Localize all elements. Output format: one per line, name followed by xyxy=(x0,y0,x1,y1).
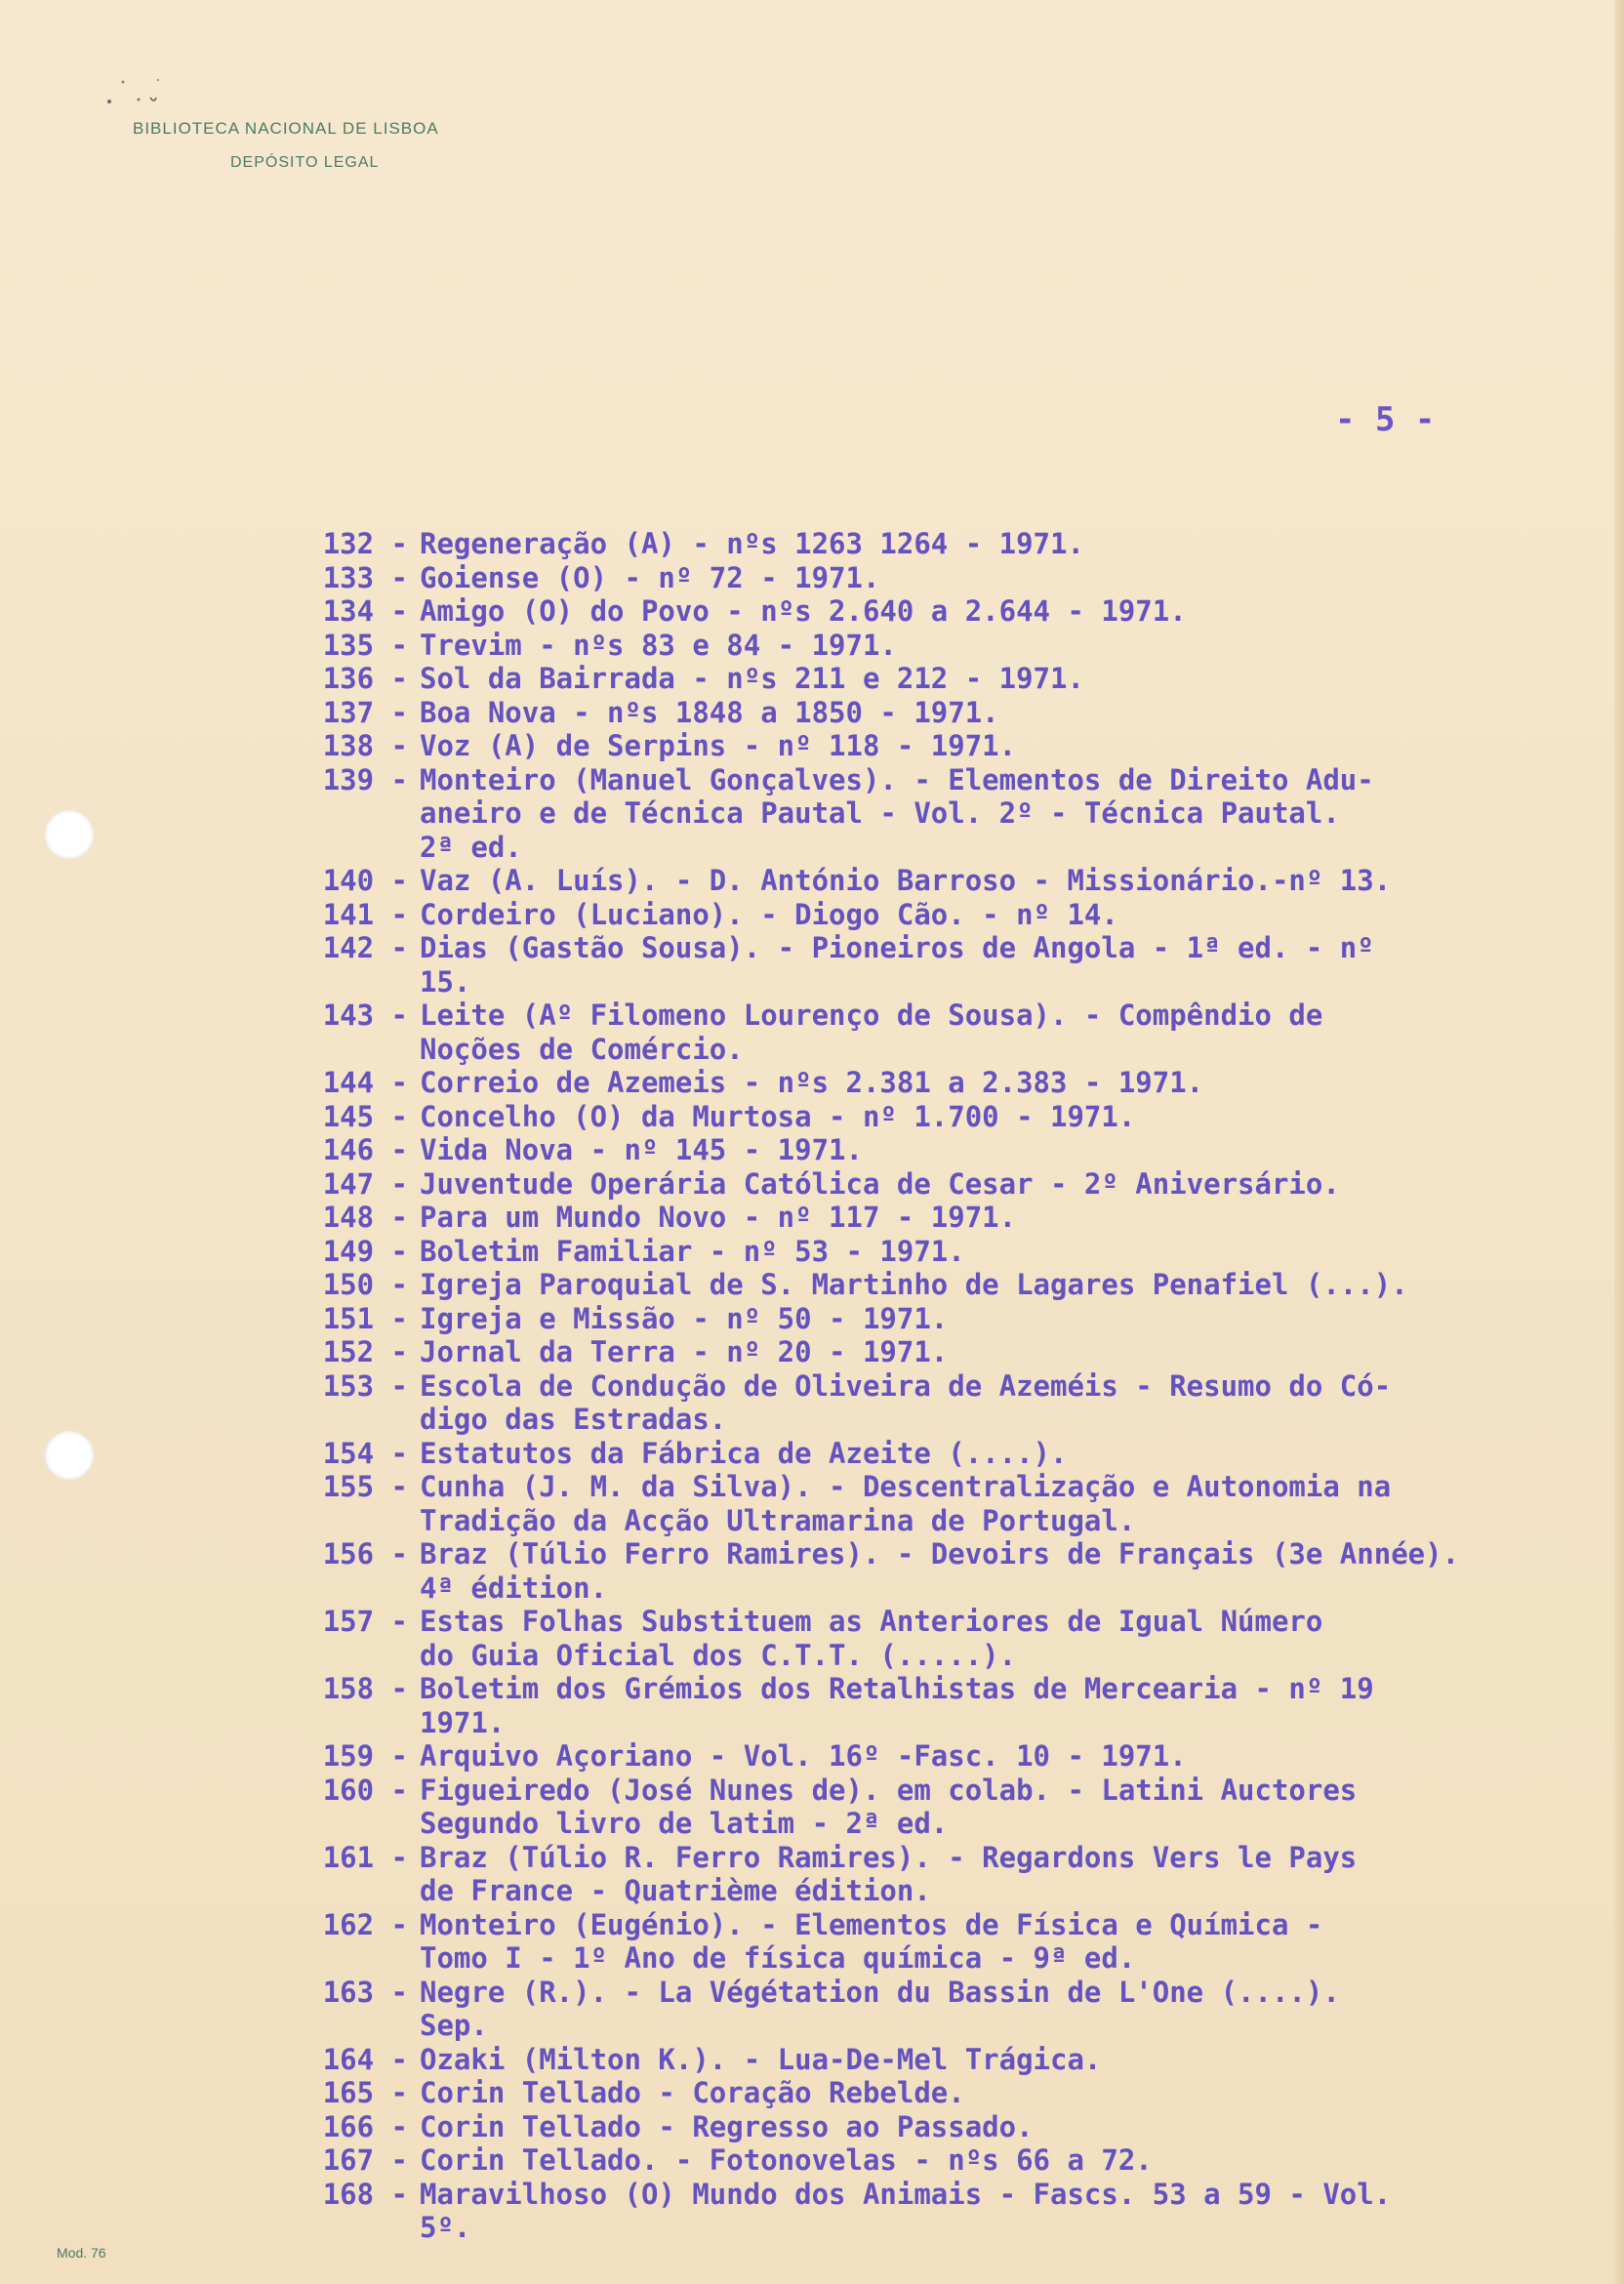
entry-text: Escola de Condução de Oliveira de Azeméis - Resumo do Có- xyxy=(420,1368,1392,1403)
entry-text: Dias (Gastão Sousa). - Pioneiros de Angola - 1ª ed. - nº xyxy=(420,931,1374,964)
entry-text: digo das Estradas. xyxy=(420,1403,727,1436)
sequence-number: 155 - xyxy=(322,1470,408,1503)
sequence-number: 134 - xyxy=(322,594,408,628)
entry-text: Amigo (O) do Povo - nºs 2.640 a 2.644 - 1971. xyxy=(420,594,1187,628)
sequence-number: 167 - xyxy=(322,2143,408,2177)
sequence-number: 137 - xyxy=(322,695,408,729)
sequence-number: 164 - xyxy=(322,2042,408,2076)
entry-text: Negre (R.). - La Végétation du Bassin de L'One (....). xyxy=(420,1975,1340,2009)
sequence-number: 158 - xyxy=(322,1672,408,1705)
sequence-number: 150 - xyxy=(322,1268,408,1301)
sequence-number: 143 - xyxy=(322,999,408,1032)
entry-text: Cordeiro (Luciano). - Diogo Cão. - nº 14. xyxy=(420,897,1118,931)
entry-text: Voz (A) de Serpins - nº 118 - 1971. xyxy=(420,729,1017,762)
sequence-number: 140 - xyxy=(322,864,408,897)
entry-text: Noções de Comércio. xyxy=(420,1032,744,1066)
entry-text: 15. xyxy=(420,964,471,999)
entry-text: Arquivo Açoriano - Vol. 16º -Fasc. 10 - 1971. xyxy=(420,1739,1187,1773)
entry-text: Vaz (A. Luís). - D. António Barroso - Missionário.-nº 13. xyxy=(420,864,1392,897)
sequence-number: 163 - xyxy=(322,1975,408,2009)
entry-text: Concelho (O) da Murtosa - nº 1.700 - 1971. xyxy=(420,1099,1136,1133)
entry-text: Corin Tellado - Coração Rebelde. xyxy=(420,2076,965,2109)
sequence-number: 168 - xyxy=(322,2177,408,2211)
entry-text: Boa Nova - nºs 1848 a 1850 - 1971. xyxy=(420,695,999,729)
entry-text: Igreja Paroquial de S. Martinho de Lagares Penafiel (...). xyxy=(420,1268,1408,1301)
entry-text: Trevim - nºs 83 e 84 - 1971. xyxy=(420,628,897,662)
sequence-number: 144 - xyxy=(322,1066,408,1099)
sequence-number: 141 - xyxy=(322,897,408,931)
entry-text: Estas Folhas Substituem as Anteriores de Igual Número xyxy=(420,1605,1323,1638)
entry-text: aneiro e de Técnica Pautal - Vol. 2º - Técnica Pautal. xyxy=(420,796,1340,830)
entry-text: Figueiredo (José Nunes de). em colab. - Latini Auctores xyxy=(420,1773,1358,1807)
sequence-number: 146 - xyxy=(322,1133,408,1166)
page-number: - 5 - xyxy=(1335,400,1436,439)
entry-text: Boletim dos Grémios dos Retalhistas de Mercearia - nº 19 xyxy=(420,1672,1374,1705)
entry-text: Regeneração (A) - nºs 1263 1264 - 1971. xyxy=(420,527,1084,560)
entry-text: Braz (Túlio R. Ferro Ramires). - Regardons Vers le Pays xyxy=(420,1840,1358,1874)
sequence-number: 136 - xyxy=(322,662,408,695)
entry-text: Para um Mundo Novo - nº 117 - 1971. xyxy=(420,1201,1017,1234)
entry-text: 1971. xyxy=(420,1705,506,1739)
sequence-number: 160 - xyxy=(322,1773,408,1807)
entry-text: Corin Tellado - Regresso ao Passado. xyxy=(420,2109,1034,2143)
entry-text: Igreja e Missão - nº 50 - 1971. xyxy=(420,1301,949,1335)
sequence-number: 142 - xyxy=(322,931,408,964)
entry-text: Maravilhoso (O) Mundo dos Animais - Fascs. 53 a 59 - Vol. xyxy=(420,2177,1392,2211)
sequence-number: 161 - xyxy=(322,1840,408,1874)
sequence-number: 159 - xyxy=(322,1739,408,1773)
deposit-label: DEPÓSITO LEGAL xyxy=(230,154,380,171)
entry-text: Boletim Familiar - nº 53 - 1971. xyxy=(420,1234,965,1268)
entry-text: Jornal da Terra - nº 20 - 1971. xyxy=(420,1335,949,1368)
sequence-number: 162 - xyxy=(322,1907,408,1941)
entry-text: Monteiro (Manuel Gonçalves). - Elementos de Direito Adu- xyxy=(420,762,1374,796)
entry-text: Vida Nova - nº 145 - 1971. xyxy=(420,1133,863,1166)
form-code: Mod. 76 xyxy=(57,2245,106,2261)
entry-text: Correio de Azemeis - nºs 2.381 a 2.383 - 1971. xyxy=(420,1066,1204,1099)
entry-text: Braz (Túlio Ferro Ramires). - Devoirs de Français (3e Année). xyxy=(420,1537,1460,1570)
sequence-number: 152 - xyxy=(322,1335,408,1368)
entry-text: 2ª ed. xyxy=(420,830,522,864)
entry-text: Goiense (O) - nº 72 - 1971. xyxy=(420,560,880,594)
entry-text: Corin Tellado. - Fotonovelas - nºs 66 a 72. xyxy=(420,2143,1153,2177)
sequence-number: 147 - xyxy=(322,1166,408,1201)
sequence-number: 145 - xyxy=(322,1099,408,1133)
library-name: BIBLIOTECA NACIONAL DE LISBOA xyxy=(133,119,439,138)
sequence-number: 154 - xyxy=(322,1436,408,1470)
sequence-number: 132 - xyxy=(322,527,408,560)
entry-text: Sep. xyxy=(420,2009,488,2042)
sequence-number: 133 - xyxy=(322,560,408,594)
entry-text: Juventude Operária Católica de Cesar - 2º Aniversário. xyxy=(420,1166,1340,1201)
entry-text: Sol da Bairrada - nºs 211 e 212 - 1971. xyxy=(420,662,1084,695)
entry-text: Leite (Aº Filomeno Lourenço de Sousa). - Compêndio de xyxy=(420,999,1323,1032)
sequence-number: 138 - xyxy=(322,729,408,762)
entry-text: Tomo I - 1º Ano de física química - 9ª ed. xyxy=(420,1941,1136,1975)
entry-text: 5º. xyxy=(420,2211,471,2244)
entry-text: Ozaki (Milton K.). - Lua-De-Mel Trágica. xyxy=(420,2042,1102,2076)
entry-text: Estatutos da Fábrica de Azeite (....). xyxy=(420,1436,1068,1470)
sequence-number: 135 - xyxy=(322,628,408,662)
entry-text: 4ª édition. xyxy=(420,1570,608,1605)
entry-text: Monteiro (Eugénio). - Elementos de Física e Química - xyxy=(420,1907,1323,1941)
sequence-number: 153 - xyxy=(322,1368,408,1403)
sequence-number: 166 - xyxy=(322,2109,408,2143)
entry-text: Segundo livro de latim - 2ª ed. xyxy=(420,1807,949,1840)
sequence-number: 148 - xyxy=(322,1201,408,1234)
entry-text: do Guia Oficial dos C.T.T. (.....). xyxy=(420,1638,1017,1672)
sequence-number: 156 - xyxy=(322,1537,408,1570)
sequence-number: 165 - xyxy=(322,2076,408,2109)
sequence-number: 157 - xyxy=(322,1605,408,1638)
entry-text: Tradição da Acção Ultramarina de Portugal. xyxy=(420,1503,1136,1537)
entry-text: de France - Quatrième édition. xyxy=(420,1874,931,1907)
sequence-number: 149 - xyxy=(322,1234,408,1268)
entry-text: Cunha (J. M. da Silva). - Descentralização e Autonomia na xyxy=(420,1470,1392,1503)
sequence-number: 139 - xyxy=(322,762,408,796)
sequence-number: 151 - xyxy=(322,1301,408,1335)
